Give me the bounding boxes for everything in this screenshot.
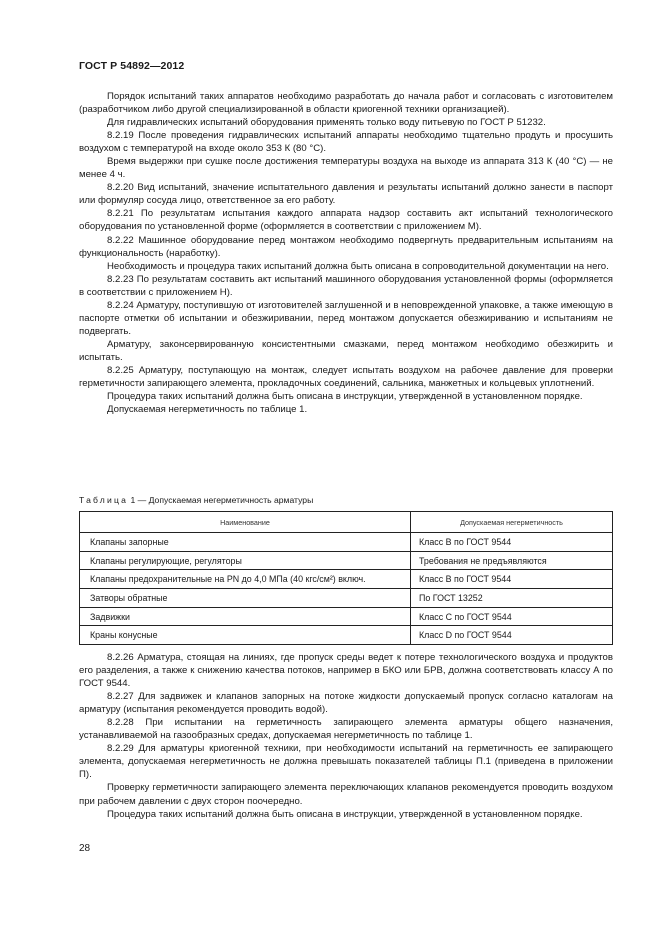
paragraph: Арматуру, законсервированную консистентными смазками, перед монтажом необходимо обезжирить и испытать. — [79, 338, 613, 363]
table-cell: Клапаны предохранительные на PN до 4,0 МПа (40 кгс/см²) включ. — [80, 570, 411, 589]
table-cell: Краны конусные — [80, 626, 411, 645]
table-cell: Требования не предъявляются — [411, 551, 613, 570]
leakage-table — [79, 511, 613, 645]
table-cell: Класс D по ГОСТ 9544 — [411, 626, 613, 645]
paragraph: 8.2.27 Для задвижек и клапанов запорных на потоке жидкости допускаемый пропуск согласно каталогам на арматуру (испытания рекомендуется проводить водой). — [79, 691, 613, 716]
paragraph: 8.2.26 Арматура, стоящая на линиях, где пропуск среды ведет к потере технологического воздуха и продуктов его разделения, а также к снижению качества потоков, например в БКО или БРВ, должна соответствовать классу А по ГОСТ 9544. — [79, 652, 613, 690]
table-header-row — [80, 512, 613, 533]
column-header-name: Наименование — [80, 512, 411, 533]
table-cell: Класс С по ГОСТ 9544 — [411, 607, 613, 626]
table-row — [80, 551, 613, 570]
table-cell: Клапаны регулирующие, регуляторы — [80, 551, 411, 570]
document-header: ГОСТ Р 54892—2012 — [79, 60, 185, 72]
page-number: 28 — [79, 843, 91, 854]
paragraph: 8.2.25 Арматуру, поступающую на монтаж, следует испытать воздухом на рабочее давление для проверки герметичности запирающего элемента, прокладочных соединений, сальника, манжетных и кольцевых уплотнений. — [79, 364, 613, 390]
table-row — [80, 589, 613, 608]
paragraph: Порядок испытаний таких аппаратов необходимо разработать до начала работ и согласовать с изготовителем (разработчиком либо другой специализированной в области криогенной техники организацией). — [79, 91, 613, 116]
table-cell: Клапаны запорные — [80, 533, 411, 552]
table-cell: По ГОСТ 13252 — [411, 589, 613, 608]
table-row — [80, 570, 613, 589]
paragraph: Процедура таких испытаний должна быть описана в инструкции, утвержденной в установленном порядке. — [107, 808, 583, 820]
table-caption-label: Таблица — [79, 495, 129, 505]
table-row — [80, 533, 613, 552]
table-cell: Класс В по ГОСТ 9544 — [411, 570, 613, 589]
table-row — [80, 607, 613, 626]
paragraph: Необходимость и процедура таких испытаний должна быть описана в сопроводительной документации на него. — [107, 260, 609, 272]
table-caption — [79, 495, 313, 505]
paragraph: Для гидравлических испытаний оборудования применять только воду питьевую по ГОСТ Р 51232. — [107, 117, 546, 129]
paragraph: Время выдержки при сушке после достижения температуры воздуха на выходе из аппарата 313 К (40 °С) — не менее 4 ч. — [79, 156, 613, 181]
paragraph: 8.2.23 По результатам составить акт испытаний машинного оборудования установленной формы (оформляется в соответствии с приложением Н). — [79, 273, 613, 298]
table-row — [80, 626, 613, 645]
paragraph: Процедура таких испытаний должна быть описана в инструкции, утвержденной в установленном порядке. — [107, 391, 583, 403]
paragraph: 8.2.22 Машинное оборудование перед монтажом необходимо подвергнуть предварительным испытаниям на функциональность (наработку). — [79, 234, 613, 259]
paragraph: Проверку герметичности запирающего элемента переключающих клапанов рекомендуется проводить воздухом при рабочем давлении с двух сторон поочередно. — [79, 782, 613, 807]
paragraph: 8.2.28 При испытании на герметичность запирающего элемента арматуры общего назначения, устанавливаемой на газообразных средах, допускаемая негерметичность по таблице 1. — [79, 717, 613, 742]
table-cell: Класс В по ГОСТ 9544 — [411, 533, 613, 552]
paragraph: Допускаемая негерметичность по таблице 1. — [107, 404, 308, 416]
paragraph: 8.2.19 После проведения гидравлических испытаний аппараты необходимо тщательно продуть и просушить воздухом с температурой на входе около 353 К (80 °С). — [79, 130, 613, 155]
paragraph: 8.2.29 Для арматуры криогенной техники, при необходимости испытаний на герметичность ее запирающего элемента, допускаемая негерметичность не должна превышать показателей таблицы П.1 (приведена в приложении П). — [79, 743, 613, 781]
body-text-bottom — [79, 651, 613, 821]
paragraph: 8.2.21 По результатам испытания каждого аппарата надзор составить акт испытаний технологического оборудования по установленной форме (оформляется в соответствии с приложением М). — [79, 208, 613, 233]
table-cell: Затворы обратные — [80, 589, 411, 608]
body-text-top — [79, 90, 613, 416]
paragraph: 8.2.24 Арматуру, поступившую от изготовителей заглушенной и в неповрежденной упаковке, а также имеющую в паспорте отметки об испытании и обезжиривании, перед монтажом допускается обезжириванию и испытаниям не подвергать. — [79, 299, 613, 337]
table-caption-text: 1 — Допускаемая негерметичность арматуры — [128, 495, 314, 505]
table-cell: Задвижки — [80, 607, 411, 626]
column-header-leakage: Допускаемая негерметичность — [411, 512, 613, 533]
paragraph: 8.2.20 Вид испытаний, значение испытательного давления и результаты испытаний должно занести в паспорт или формуляр сосуда лицо, ответственное за его работу. — [79, 182, 613, 207]
